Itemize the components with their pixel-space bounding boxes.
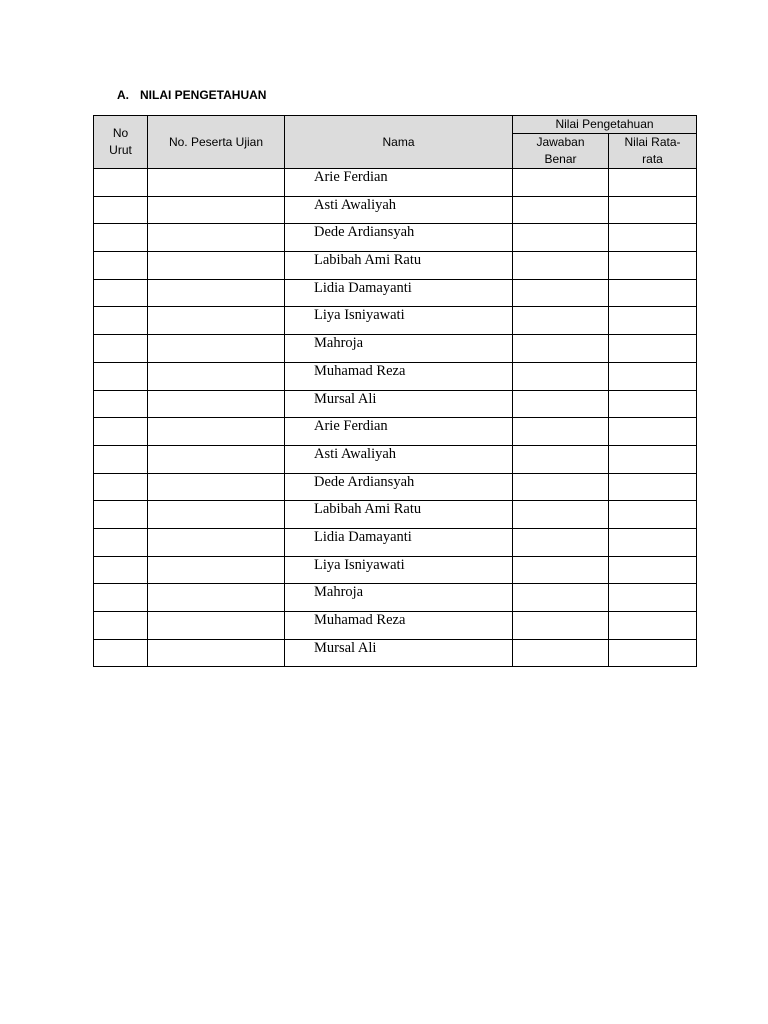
cell-nilai-rata-rata: [609, 224, 697, 252]
cell-no-peserta: [148, 196, 285, 224]
cell-no-peserta: [148, 224, 285, 252]
cell-no-urut: [94, 445, 148, 473]
cell-nilai-rata-rata: [609, 445, 697, 473]
cell-no-urut: [94, 639, 148, 667]
cell-nilai-rata-rata: [609, 362, 697, 390]
cell-no-urut: [94, 418, 148, 446]
table-row: [94, 279, 697, 307]
table-row: [94, 445, 697, 473]
cell-nilai-rata-rata: [609, 169, 697, 197]
header-no-urut: No Urut: [94, 116, 148, 169]
table-row: [94, 196, 697, 224]
table-row: [94, 390, 697, 418]
cell-jawaban-benar: [513, 528, 609, 556]
table-row: [94, 584, 697, 612]
cell-jawaban-benar: [513, 196, 609, 224]
cell-jawaban-benar: [513, 418, 609, 446]
cell-nama: Mahroja: [285, 584, 513, 612]
cell-no-peserta: [148, 528, 285, 556]
cell-no-urut: [94, 252, 148, 280]
cell-jawaban-benar: [513, 445, 609, 473]
cell-no-peserta: [148, 279, 285, 307]
table-row: [94, 252, 697, 280]
cell-no-urut: [94, 501, 148, 529]
cell-no-peserta: [148, 169, 285, 197]
cell-nilai-rata-rata: [609, 390, 697, 418]
cell-no-urut: [94, 473, 148, 501]
header-nilai-pengetahuan: Nilai Pengetahuan: [513, 116, 697, 134]
header-nama: Nama: [285, 116, 513, 169]
cell-no-peserta: [148, 556, 285, 584]
cell-no-urut: [94, 196, 148, 224]
cell-nilai-rata-rata: [609, 335, 697, 363]
cell-jawaban-benar: [513, 307, 609, 335]
cell-nilai-rata-rata: [609, 612, 697, 640]
cell-no-peserta: [148, 335, 285, 363]
cell-nama: Dede Ardiansyah: [285, 473, 513, 501]
cell-nilai-rata-rata: [609, 196, 697, 224]
cell-jawaban-benar: [513, 279, 609, 307]
cell-no-peserta: [148, 445, 285, 473]
cell-nilai-rata-rata: [609, 252, 697, 280]
cell-no-urut: [94, 224, 148, 252]
cell-nama: Mursal Ali: [285, 390, 513, 418]
table-body: [94, 169, 697, 667]
cell-nama: Asti Awaliyah: [285, 196, 513, 224]
header-no-peserta: No. Peserta Ujian: [148, 116, 285, 169]
cell-nama: Liya Isniyawati: [285, 307, 513, 335]
cell-nilai-rata-rata: [609, 556, 697, 584]
cell-no-urut: [94, 390, 148, 418]
section-heading: [117, 88, 266, 102]
cell-no-peserta: [148, 307, 285, 335]
header-jawaban-benar: Jawaban Benar: [513, 134, 609, 169]
cell-nilai-rata-rata: [609, 528, 697, 556]
cell-jawaban-benar: [513, 556, 609, 584]
table-row: [94, 362, 697, 390]
table-row: [94, 639, 697, 667]
cell-jawaban-benar: [513, 335, 609, 363]
table-row: [94, 556, 697, 584]
cell-no-urut: [94, 584, 148, 612]
cell-jawaban-benar: [513, 362, 609, 390]
table-row: [94, 501, 697, 529]
cell-jawaban-benar: [513, 252, 609, 280]
cell-nama: Arie Ferdian: [285, 169, 513, 197]
cell-no-peserta: [148, 612, 285, 640]
cell-nama: Asti Awaliyah: [285, 445, 513, 473]
table-row: [94, 528, 697, 556]
cell-nama: Labibah Ami Ratu: [285, 501, 513, 529]
table-row: [94, 473, 697, 501]
cell-nama: Mursal Ali: [285, 639, 513, 667]
cell-no-urut: [94, 612, 148, 640]
nilai-pengetahuan-table: [93, 115, 697, 667]
cell-no-peserta: [148, 252, 285, 280]
cell-no-peserta: [148, 418, 285, 446]
cell-no-urut: [94, 335, 148, 363]
cell-no-peserta: [148, 473, 285, 501]
cell-jawaban-benar: [513, 473, 609, 501]
cell-nilai-rata-rata: [609, 279, 697, 307]
cell-jawaban-benar: [513, 501, 609, 529]
cell-no-peserta: [148, 639, 285, 667]
cell-no-urut: [94, 528, 148, 556]
cell-nilai-rata-rata: [609, 501, 697, 529]
cell-jawaban-benar: [513, 390, 609, 418]
cell-no-urut: [94, 279, 148, 307]
cell-jawaban-benar: [513, 224, 609, 252]
cell-no-urut: [94, 362, 148, 390]
cell-no-urut: [94, 307, 148, 335]
table-row: [94, 612, 697, 640]
cell-nama: Dede Ardiansyah: [285, 224, 513, 252]
table-row: [94, 224, 697, 252]
cell-jawaban-benar: [513, 169, 609, 197]
table-row: [94, 418, 697, 446]
header-nilai-rata-rata: Nilai Rata-rata: [609, 134, 697, 169]
cell-no-peserta: [148, 362, 285, 390]
table-row: [94, 307, 697, 335]
cell-nama: Lidia Damayanti: [285, 528, 513, 556]
table-row: [94, 335, 697, 363]
cell-jawaban-benar: [513, 639, 609, 667]
cell-no-urut: [94, 556, 148, 584]
cell-nama: Lidia Damayanti: [285, 279, 513, 307]
cell-nama: Mahroja: [285, 335, 513, 363]
cell-nama: Arie Ferdian: [285, 418, 513, 446]
cell-nama: Muhamad Reza: [285, 612, 513, 640]
cell-nilai-rata-rata: [609, 639, 697, 667]
section-letter: A.: [117, 88, 129, 102]
cell-no-urut: [94, 169, 148, 197]
cell-nilai-rata-rata: [609, 307, 697, 335]
cell-no-peserta: [148, 390, 285, 418]
cell-nilai-rata-rata: [609, 584, 697, 612]
cell-nama: Labibah Ami Ratu: [285, 252, 513, 280]
cell-no-peserta: [148, 501, 285, 529]
cell-nama: Liya Isniyawati: [285, 556, 513, 584]
cell-nama: Muhamad Reza: [285, 362, 513, 390]
section-title: NILAI PENGETAHUAN: [140, 88, 267, 102]
cell-no-peserta: [148, 584, 285, 612]
cell-nilai-rata-rata: [609, 473, 697, 501]
cell-jawaban-benar: [513, 584, 609, 612]
cell-nilai-rata-rata: [609, 418, 697, 446]
table-row: [94, 169, 697, 197]
cell-jawaban-benar: [513, 612, 609, 640]
